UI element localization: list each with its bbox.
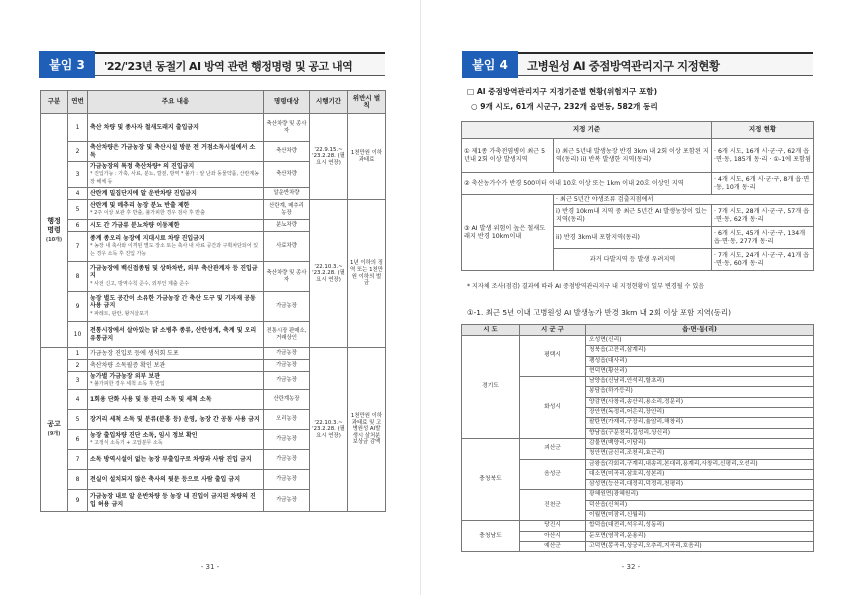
row-content-cell: [88, 430, 264, 450]
row-subnote: * 고정식 소독기 + 고압분무 소독: [90, 440, 163, 446]
page-number: - 32 -: [621, 563, 641, 571]
row-content-cell: [88, 232, 264, 262]
row-number: 2: [68, 360, 88, 372]
province-cell: 경기도: [462, 336, 520, 439]
row-subnote: * 불가피한 경우 세척 소독 후 반입: [90, 381, 165, 387]
criteria-status: · 7개 시도, 24개 시·군·구, 41개 읍·면·동, 60개 동·리: [712, 249, 814, 271]
row-target: 가금농장: [264, 360, 310, 372]
criteria-status: · 7개 시도, 28개 시·군·구, 57개 읍·면·동, 62개 동·리: [712, 205, 814, 227]
row-number: 2: [68, 142, 88, 162]
row-target: 축산차량: [264, 142, 310, 162]
row-number: 3: [68, 372, 88, 390]
row-target: 가금농장: [264, 292, 310, 322]
table-row: [41, 200, 386, 220]
category-admin-count: (10개): [45, 236, 63, 243]
town-cell: 고덕면(몽곡리,상궁리,오추리,지곡리,호음리): [586, 541, 814, 551]
criteria-status: · 6개 시도, 45개 시·군·구, 134개 읍·면·동, 277개 동·리: [712, 227, 814, 249]
left-title-bar: [40, 52, 385, 76]
town-cell: 청안면(금신리,조천리,효근리): [586, 449, 814, 459]
section-subheading: ○ 9개 시도, 61개 시군구, 232개 읍면동, 582개 동리: [471, 102, 658, 111]
row-content: 전통시장에서 살아있는 닭 소병추 종류, 산란성계, 축계 및 오리 유통금지: [88, 322, 264, 348]
attachment-tag: 붙임 3: [39, 51, 95, 78]
town-cell: 감물면(백양리,이담리): [586, 438, 814, 448]
town-cell: 둔포면(염작리,운용리): [586, 531, 814, 541]
row-number: 5: [68, 200, 88, 220]
row-content-cell: [88, 262, 264, 292]
row-number: 9: [68, 292, 88, 322]
table-row: [462, 336, 814, 346]
row-content: 가금농장 진입로 등에 생석회 도포: [88, 348, 264, 360]
table-row: [41, 348, 386, 360]
section-heading: ①-1. 최근 5년 이내 고병원성 AI 발생농가 반경 3km 내 2회 이상 포함 지역(동리): [467, 308, 731, 317]
row-content: 산란계 및 메추리 농장 분뇨 반출 제한: [90, 201, 190, 209]
town-cell: 오성면(신리): [586, 336, 814, 346]
criteria-table: [461, 121, 814, 271]
right-page: [421, 0, 841, 595]
criteria-row: [462, 139, 814, 173]
category-admin-label: 행정 명령: [47, 216, 61, 234]
page-number: - 31 -: [200, 563, 220, 571]
criteria-detail: · 최근 5년간 야생조류 검출지점에서: [554, 195, 814, 205]
city-cell: 괴산군: [520, 438, 586, 459]
row-content: 농가별 가금농장 외부 보관: [90, 372, 161, 380]
row-target: 알운반차량: [264, 188, 310, 200]
row-content-cell: [88, 200, 264, 220]
criteria-status: · 6개 시도, 16개 시·군·구, 62개 읍·면·동, 185개 동·리 · ①-1에 포함됨: [712, 139, 814, 173]
row-target: 가금농장: [264, 372, 310, 390]
row-target: 가금농장: [264, 490, 310, 512]
row-target: 전통시장 판매소, 거래상인: [264, 322, 310, 348]
town-cell: 금왕읍(각회리,구계리,내송리,본대리,용계리,사창리,신평리,오선리): [586, 459, 814, 469]
town-cell: 합덕읍(대전리,석우리,성동리): [586, 521, 814, 531]
row-number: 8: [68, 262, 88, 292]
row-target: 산란계농장: [264, 390, 310, 410]
header-status: 지정 현황: [712, 122, 814, 139]
row-content-cell: [88, 162, 264, 188]
row-target: 축산차량 및 종사자: [264, 114, 310, 142]
row-content-cell: [88, 372, 264, 390]
row-number: 4: [68, 188, 88, 200]
row-period: '22.9.15.~ '23.2.28. (필요시 연장): [310, 114, 348, 200]
table-row: [462, 438, 814, 448]
city-cell: 예산군: [520, 541, 586, 551]
right-title-bar: [463, 52, 813, 76]
town-cell: 현덕면(황산리): [586, 366, 814, 376]
town-cell: 남양읍(신남리,안석리,할초리): [586, 377, 814, 387]
category-notice-count: (9개): [47, 431, 61, 437]
province-cell: 충청북도: [462, 438, 520, 520]
table-row: [41, 114, 386, 142]
left-page: [0, 0, 420, 595]
row-content: 소독 방역시설이 없는 농장 부출입구로 차량과 사람 진입 금지: [88, 450, 264, 470]
header-province: 시 도: [462, 325, 520, 336]
row-subnote: * 2주 이상 보관 후 반출, 불가피한 경우 검사 후 반출: [90, 210, 205, 216]
row-subnote: * 진입가능 : 가축, 사료, 분뇨, 깔짚, 방역 * 불가 : 알 난좌 동물약품, 산란계농장 해체 등: [90, 170, 259, 186]
page-title: '22/'23년 동절기 AI 방역 관련 행정명령 및 공고 내역: [104, 60, 353, 73]
town-cell: 장안면(독정리,어은리,장안리): [586, 408, 814, 418]
row-number: 7: [68, 450, 88, 470]
city-cell: 음성군: [520, 459, 586, 490]
criteria-detail: 과거 다발지역 등 발생 우려지역: [554, 249, 712, 271]
row-target: 가금농장: [264, 470, 310, 490]
town-cell: 팔탄면(가재리,구장리,율암리,해창리): [586, 418, 814, 428]
town-cell: 대소면(미곡리,삼호리,성본리): [586, 469, 814, 479]
town-cell: 양감면(사창리,송산리,용소리,정문리): [586, 397, 814, 407]
row-content: 축산 차량 및 종사자 철새도래지 출입금지: [88, 114, 264, 142]
header-target: 명령대상: [264, 91, 310, 114]
header-category: 구분: [41, 91, 68, 114]
city-cell: 평택시: [520, 336, 586, 377]
row-target: 축산차량: [264, 162, 310, 188]
criteria-label: ② 축산농가수가 반경 500미터 이내 10호 이상 또는 1km 이내 20호 이상인 지역: [462, 173, 712, 195]
city-cell: 진천군: [520, 490, 586, 521]
attachment-tag: 붙임 4: [462, 51, 518, 78]
town-cell: 덕산읍(신척리): [586, 500, 814, 510]
row-number: 7: [68, 232, 88, 262]
row-number: 3: [68, 162, 88, 188]
row-number: 5: [68, 410, 88, 430]
row-number: 6: [68, 220, 88, 232]
town-cell: 광혜원면(광혜원리): [586, 490, 814, 500]
region-header-row: [462, 325, 814, 336]
row-target: 가금농장: [264, 450, 310, 470]
city-cell: 화성시: [520, 377, 586, 439]
row-subnote: * 농장 내 축사와 이격된 별도 장소 또는 축사 내 사료 공간과 구획차단되어 있는 경우 소독 후 진입 가능: [90, 242, 259, 258]
town-cell: 청북읍(고잔리,삼계리): [586, 346, 814, 356]
row-target: 축산차량 및 종사자: [264, 262, 310, 292]
criteria-row: [462, 173, 814, 195]
row-content: 가금농장 내로 알 운반차량 등 농장 내 진입이 금지된 차량의 진입 허용 금지: [88, 490, 264, 512]
header-penalty: 위반시 벌칙: [348, 91, 386, 114]
row-penalty: 1천만원 이하 과태료 및 고병원성 AI발생시 살처분 보상금 감액: [348, 348, 386, 512]
criteria-header-row: [462, 122, 814, 139]
row-number: 4: [68, 390, 88, 410]
criteria-detail: ii) 반경 3km내 포함지역(동리): [554, 227, 712, 249]
table-row: [462, 521, 814, 531]
row-period: '22.10.3.~ '23.2.28. (필요시 연장): [310, 200, 348, 348]
row-target: 오리농장: [264, 410, 310, 430]
row-target: 가금농장: [264, 348, 310, 360]
row-subnote: * 사전 신고, 방역수칙 준수, 외부인 제출 준수: [90, 280, 189, 287]
category-admin: [41, 114, 68, 348]
header-criteria: 지정 기준: [462, 122, 712, 139]
header-city: 시 군 구: [520, 325, 586, 336]
town-cell: 팽성읍(대사리): [586, 356, 814, 366]
row-content: 시도 간 가금류 분뇨차량 이동제한: [88, 220, 264, 232]
row-content: 농장 출입차량 진단 소독, 임시 정보 확인: [90, 431, 198, 439]
town-cell: 봉담읍(하가등리): [586, 387, 814, 397]
category-notice: [41, 348, 68, 512]
row-target: 사료차량: [264, 232, 310, 262]
row-content: 농장 별도 공간이 소유한 가금농장 간 축산 도구 및 기자재 공동 사용 금지: [90, 295, 256, 310]
header-period: 시행기간: [310, 91, 348, 114]
header-towns: 읍·면·동(리): [586, 325, 814, 336]
row-target: 분뇨차량: [264, 220, 310, 232]
row-penalty: 1천만원 이하 과태료: [348, 114, 386, 200]
criteria-row: [462, 195, 814, 205]
row-content: 산란계 밀집단지에 알 운반차량 진입금지: [88, 188, 264, 200]
decree-table: [40, 90, 386, 512]
row-target: 산란계, 메추리 농장: [264, 200, 310, 220]
region-table: [461, 324, 814, 552]
province-cell: 충청남도: [462, 521, 520, 552]
row-content: 장거리 세척 소독 및 분류(분홍 등) 운영, 농장 간 공동 사용 금지: [88, 410, 264, 430]
row-number: 8: [68, 470, 88, 490]
town-cell: 이월면(미잠리,신월리): [586, 511, 814, 521]
criteria-detail: i) 최근 5년내 발생농장 반경 3km 내 2회 이상 포함된 지역(동리) ii) 반복 발생한 지역(동리): [554, 139, 712, 173]
row-number: 6: [68, 430, 88, 450]
criteria-status: · 4개 시도, 6개 시·군·구, 8개 읍·면·동, 10개 동·리: [712, 173, 814, 195]
footnote: * 지자체 조사(점검) 결과에 따라 AI 중점방역관리지구 내 지정현황이 일부 변경될 수 있음: [467, 283, 705, 290]
page-title: 고병원성 AI 중점방역관리지구 지정현황: [527, 59, 720, 73]
header-content: 주요 내용: [88, 91, 264, 114]
city-cell: 아산시: [520, 531, 586, 541]
section-heading: □ AI 중점방역관리지구 지정기준별 현황(위험지구 포함): [467, 87, 658, 96]
row-content: 가금농장의 특정 축산차량* 의 진입금지: [90, 162, 195, 170]
row-content: 1회용 단화 사용 및 동 관리 소독 및 세척 소독: [88, 390, 264, 410]
town-cell: 향남읍(구문천리,길성리,상신리): [586, 428, 814, 438]
town-cell: 삼성면(능산리,대정리,덕정리,천평리): [586, 480, 814, 490]
row-period: '22.10.3.~ '23.2.28. (필요시 연장): [310, 348, 348, 512]
row-content: 종계 종오리 농장에 지대시료 차량 진입금지: [90, 234, 205, 242]
table-header-row: [41, 91, 386, 114]
row-penalty: 1년 이하의 징역 또는 1천만원 이하의 벌금: [348, 200, 386, 348]
criteria-label: ③ AI 발생 위험이 높은 철새도래지 반경 10km이내: [462, 195, 554, 271]
category-notice-label: 공고: [47, 420, 61, 428]
row-content: 전실이 설치되지 않은 축사의 뒷문 등으로 사람 출입 금지: [88, 470, 264, 490]
header-number: 연번: [68, 91, 88, 114]
row-content: 축산차량은 가금농장 및 축산시설 방문 전 거점소독시설에서 소독: [88, 142, 264, 162]
row-content: 가금농장에 백신접종팀 및 상하차반, 외부 축산관계자 등 진입금지: [90, 265, 258, 280]
criteria-label: ① 제1종 가축전염병이 최근 5년내 2회 이상 발생지역: [462, 139, 554, 173]
row-content: 축산차량 소독필증 확인 보관: [88, 360, 264, 372]
criteria-detail: i) 반경 10km내 지역 중 최근 5년간 AI 발생농장이 있는 지역(동리): [554, 205, 712, 227]
row-subnote: * 파레트, 판란, 왕겨살포기: [90, 310, 149, 317]
row-number: 10: [68, 322, 88, 348]
city-cell: 당진시: [520, 521, 586, 531]
row-number: 9: [68, 490, 88, 512]
row-number: 1: [68, 114, 88, 142]
row-number: 1: [68, 348, 88, 360]
row-target: 가금농장: [264, 430, 310, 450]
row-content-cell: [88, 292, 264, 322]
